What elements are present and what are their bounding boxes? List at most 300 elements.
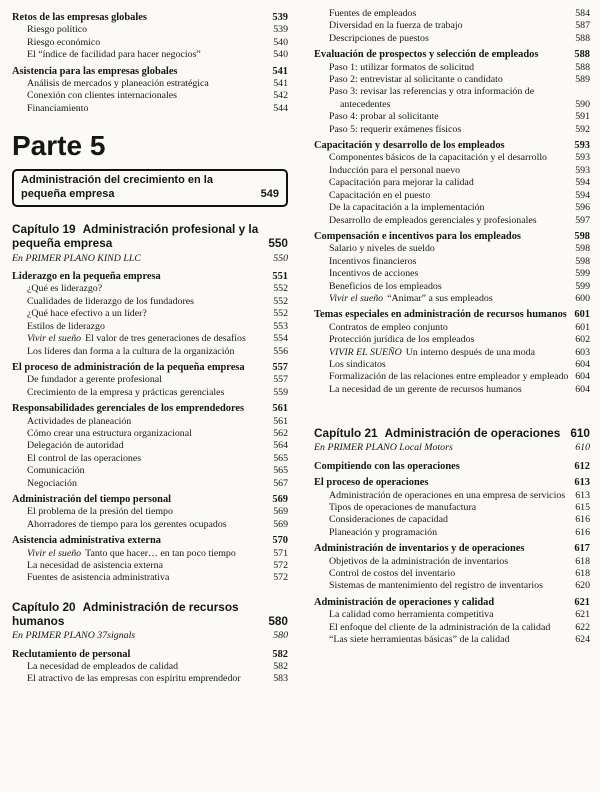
entry-title: “Animar” a sus empleados bbox=[387, 292, 493, 304]
entry-text bbox=[27, 374, 267, 386]
entry-text bbox=[329, 502, 569, 514]
toc-column bbox=[12, 8, 288, 686]
entry-page-number: 570 bbox=[272, 535, 288, 547]
entry-text bbox=[27, 103, 267, 115]
entry-text bbox=[329, 359, 569, 371]
entry-text bbox=[21, 174, 255, 201]
entry-page-number: 620 bbox=[575, 580, 590, 592]
toc-sub-entry bbox=[12, 333, 288, 345]
entry-title: De la capacitación a la implementación bbox=[329, 202, 485, 214]
toc-sub-entry bbox=[314, 359, 590, 371]
toc-section-entry bbox=[314, 49, 590, 61]
toc-sub-entry bbox=[314, 243, 590, 255]
entry-title: Tanto que hacer… en tan poco tiempo bbox=[85, 547, 236, 559]
toc-sub-entry bbox=[12, 308, 288, 320]
entry-text bbox=[329, 256, 569, 268]
entry-text bbox=[27, 24, 267, 36]
toc-sub-entry bbox=[314, 20, 590, 32]
entry-page-number: 540 bbox=[273, 49, 288, 61]
toc-sub-entry bbox=[12, 346, 288, 358]
toc-section-entry bbox=[314, 477, 590, 489]
toc-sub-entry bbox=[314, 124, 590, 136]
entry-title: Compitiendo con las operaciones bbox=[314, 460, 460, 472]
toc-sub-entry bbox=[12, 519, 288, 531]
entry-text bbox=[27, 333, 267, 345]
entry-text bbox=[329, 334, 569, 346]
entry-page-number: 593 bbox=[575, 152, 590, 164]
toc-sub-entry bbox=[314, 62, 590, 74]
entry-title: Reclutamiento de personal bbox=[12, 648, 131, 660]
entry-title: Sistemas de mantenimiento del registro de inventarios bbox=[329, 580, 543, 592]
entry-title: Paso 2: entrevistar al solicitante o candidato bbox=[329, 74, 503, 86]
dream-feature-prefix: Vivir el sueño bbox=[27, 333, 82, 345]
entry-text bbox=[329, 634, 569, 646]
entry-text bbox=[27, 283, 267, 295]
entry-page-number: 540 bbox=[273, 36, 288, 48]
entry-text bbox=[314, 477, 568, 489]
entry-page-number: 572 bbox=[273, 572, 288, 584]
entry-text bbox=[12, 630, 267, 642]
entry-page-number: 618 bbox=[575, 555, 590, 567]
entry-page-number: 597 bbox=[575, 214, 590, 226]
entry-title: Evaluación de prospectos y selección de empleados bbox=[314, 49, 539, 61]
toc-sub-entry bbox=[12, 387, 288, 399]
entry-title: Riesgo político bbox=[27, 24, 88, 36]
toc-sub-entry bbox=[314, 580, 590, 592]
entry-title: En PRIMER PLANO KIND LLC bbox=[12, 252, 141, 264]
toc-section-entry bbox=[314, 309, 590, 321]
entry-text bbox=[329, 124, 569, 136]
entry-title: Asistencia para las empresas globales bbox=[12, 65, 178, 77]
toc-section-entry bbox=[12, 362, 288, 374]
entry-page-number: 572 bbox=[273, 560, 288, 571]
entry-page-number: 622 bbox=[575, 621, 590, 633]
entry-page-number: 552 bbox=[273, 308, 288, 320]
entry-text bbox=[329, 580, 569, 592]
toc-sub-entry bbox=[314, 334, 590, 346]
entry-text bbox=[329, 74, 569, 86]
entry-title: Componentes básicos de la capacitación y el desarrollo bbox=[329, 152, 547, 164]
toc-sub-entry bbox=[314, 74, 590, 86]
entry-title: Crecimiento de la empresa y prácticas gerenciales bbox=[27, 386, 225, 398]
entry-text bbox=[329, 202, 569, 214]
entry-page-number: 551 bbox=[272, 271, 288, 283]
toc-primer-plano-entry bbox=[12, 630, 288, 642]
entry-text bbox=[329, 293, 569, 305]
entry-page-number: 580 bbox=[268, 614, 288, 629]
toc-section-entry bbox=[12, 494, 288, 506]
entry-title: La calidad como herramienta competitiva bbox=[329, 609, 494, 621]
toc-sub-entry bbox=[314, 177, 590, 189]
entry-title: Formalización de las relaciones entre empleador y empleado bbox=[329, 371, 569, 383]
entry-text bbox=[12, 222, 262, 250]
entry-title: En PRIMER PLANO 37signals bbox=[12, 630, 136, 642]
entry-title: Control de costos del inventario bbox=[329, 568, 456, 580]
entry-title: Liderazgo en la pequeña empresa bbox=[12, 271, 161, 283]
toc-sub-entry bbox=[314, 568, 590, 580]
toc-sub-entry bbox=[12, 506, 288, 518]
entry-page-number: 618 bbox=[575, 568, 590, 580]
entry-page-number: 610 bbox=[575, 442, 590, 454]
entry-text bbox=[329, 281, 569, 293]
entry-page-number: 604 bbox=[575, 383, 590, 395]
entry-title: Estilos de liderazgo bbox=[27, 320, 105, 332]
entry-page-number: 561 bbox=[273, 415, 288, 427]
toc-sub-entry bbox=[12, 428, 288, 440]
entry-text bbox=[12, 362, 266, 374]
entry-title: Salario y niveles de sueldo bbox=[329, 243, 435, 255]
entry-title: El proceso de administración de la pequeña empresa bbox=[12, 361, 245, 373]
entry-title: Compensación e incentivos para los empleados bbox=[314, 230, 521, 242]
entry-text bbox=[329, 215, 569, 227]
entry-title: Los sindicatos bbox=[329, 358, 386, 370]
entry-title: Beneficios de los empleados bbox=[329, 280, 442, 292]
toc-section-entry bbox=[12, 535, 288, 547]
entry-title: “Las siete herramientas básicas” de la calidad bbox=[329, 634, 510, 646]
entry-page-number: 541 bbox=[273, 78, 288, 90]
entry-text bbox=[329, 514, 569, 526]
chapter-number: Capítulo 21 bbox=[314, 426, 378, 441]
toc-sub-entry bbox=[12, 453, 288, 465]
toc-section-entry bbox=[12, 403, 288, 415]
entry-page-number: 580 bbox=[273, 630, 288, 642]
entry-text bbox=[27, 478, 267, 490]
entry-text bbox=[329, 8, 569, 20]
entry-title: Fuentes de empleados bbox=[329, 8, 417, 19]
entry-page-number: 539 bbox=[273, 24, 288, 36]
toc-sub-entry bbox=[12, 78, 288, 90]
entry-title: Comunicación bbox=[27, 465, 85, 477]
entry-page-number: 600 bbox=[575, 292, 590, 304]
entry-page-number: 617 bbox=[574, 543, 590, 555]
entry-title: La necesidad de empleados de calidad bbox=[27, 661, 179, 673]
entry-page-number: 565 bbox=[273, 452, 288, 464]
toc-sub-entry bbox=[314, 268, 590, 280]
entry-page-number: 603 bbox=[575, 346, 590, 358]
toc-sub-entry bbox=[12, 49, 288, 61]
entry-title: Protección jurídica de los empleados bbox=[329, 334, 475, 346]
toc-sub-entry bbox=[12, 478, 288, 490]
entry-text bbox=[329, 490, 569, 502]
entry-page-number: 557 bbox=[272, 361, 288, 373]
entry-text bbox=[329, 609, 569, 621]
toc-section-entry bbox=[314, 231, 590, 243]
entry-text bbox=[27, 428, 267, 440]
toc-section-entry bbox=[12, 649, 288, 661]
entry-title: La necesidad de asistencia externa bbox=[27, 560, 163, 571]
toc-section-entry bbox=[12, 271, 288, 283]
entry-text bbox=[27, 387, 267, 399]
toc-column bbox=[314, 8, 590, 686]
entry-page-number: 594 bbox=[575, 177, 590, 189]
entry-text bbox=[314, 442, 569, 454]
part-heading: Parte 5 bbox=[12, 130, 106, 162]
entry-page-number: 588 bbox=[575, 61, 590, 73]
toc-section-entry bbox=[12, 12, 288, 24]
entry-page-number: 571 bbox=[273, 547, 288, 559]
toc-sub-entry bbox=[314, 256, 590, 268]
entry-page-number: 613 bbox=[574, 477, 590, 489]
entry-page-number: 583 bbox=[273, 673, 288, 685]
entry-page-number: 601 bbox=[574, 309, 590, 321]
entry-page-number: 567 bbox=[273, 477, 288, 489]
entry-title: Administración profesional y la pequeña empresa bbox=[12, 222, 259, 251]
toc-sub-entry bbox=[314, 622, 590, 634]
entry-title: Administración del crecimiento en la pequeña empresa bbox=[21, 174, 213, 200]
entry-page-number: 569 bbox=[273, 518, 288, 530]
entry-title: Paso 3: revisar las referencias y otra información de antecedentes bbox=[329, 86, 535, 110]
entry-title: Delegación de autoridad bbox=[27, 440, 124, 452]
entry-page-number: 593 bbox=[574, 140, 590, 152]
entry-page-number: 598 bbox=[575, 243, 590, 255]
toc-section-entry bbox=[314, 543, 590, 555]
part-title-box bbox=[12, 169, 288, 207]
entry-title: El problema de la presión del tiempo bbox=[27, 506, 173, 518]
entry-page-number: 564 bbox=[273, 440, 288, 452]
entry-title: El control de las operaciones bbox=[27, 452, 142, 464]
entry-page-number: 553 bbox=[273, 320, 288, 332]
entry-title: El proceso de operaciones bbox=[314, 477, 429, 489]
toc-primer-plano-entry bbox=[314, 442, 590, 454]
entry-page-number: 550 bbox=[273, 252, 288, 264]
entry-title: Administración de operaciones y calidad bbox=[314, 596, 495, 608]
toc-sub-entry bbox=[12, 37, 288, 49]
chapter-number: Capítulo 19 bbox=[12, 222, 76, 237]
entry-title: Incentivos financieros bbox=[329, 255, 417, 267]
entry-page-number: 582 bbox=[272, 648, 288, 660]
entry-page-number: 589 bbox=[575, 74, 590, 86]
toc-sub-entry bbox=[314, 86, 590, 111]
entry-title: Administración del tiempo personal bbox=[12, 493, 172, 505]
toc-sub-entry bbox=[314, 215, 590, 227]
entry-page-number: 593 bbox=[575, 164, 590, 176]
entry-text bbox=[12, 271, 266, 283]
entry-text bbox=[329, 86, 569, 111]
entry-page-number: 554 bbox=[273, 333, 288, 345]
dream-feature-prefix: Vivir el sueño bbox=[27, 547, 82, 559]
entry-page-number: 588 bbox=[575, 32, 590, 44]
entry-page-number: 599 bbox=[575, 268, 590, 280]
toc-sub-entry bbox=[314, 165, 590, 177]
dream-feature-prefix: Vivir el sueño bbox=[329, 292, 384, 304]
entry-page-number: 613 bbox=[575, 489, 590, 501]
entry-text bbox=[12, 600, 262, 628]
entry-page-number: 557 bbox=[273, 374, 288, 386]
toc-sub-entry bbox=[12, 283, 288, 295]
entry-text bbox=[27, 321, 267, 333]
entry-page-number: 587 bbox=[575, 20, 590, 32]
toc-sub-entry bbox=[314, 202, 590, 214]
toc-sub-entry bbox=[314, 371, 590, 383]
entry-text bbox=[329, 371, 569, 383]
entry-text bbox=[329, 268, 569, 280]
entry-title: ¿Qué es liderazgo? bbox=[27, 283, 103, 295]
entry-title: Fuentes de asistencia administrativa bbox=[27, 572, 170, 584]
entry-title: Capacitación y desarrollo de los empleados bbox=[314, 140, 505, 152]
entry-text bbox=[329, 527, 569, 539]
entry-text bbox=[27, 661, 267, 673]
entry-title: Actividades de planeación bbox=[27, 415, 132, 427]
entry-title: Negociación bbox=[27, 477, 77, 489]
entry-text bbox=[329, 165, 569, 177]
entry-text bbox=[27, 560, 267, 572]
toc-sub-entry bbox=[12, 416, 288, 428]
toc-chapter-entry bbox=[314, 426, 590, 440]
entry-text bbox=[314, 49, 568, 61]
entry-text bbox=[12, 66, 266, 78]
entry-title: Análisis de mercados y planeación estratégica bbox=[27, 78, 209, 90]
entry-text bbox=[27, 465, 267, 477]
chapter-number: Capítulo 20 bbox=[12, 599, 76, 614]
toc-sub-entry bbox=[314, 490, 590, 502]
entry-title: Paso 1: utilizar formatos de solicitud bbox=[329, 61, 475, 73]
entry-title: Financiamiento bbox=[27, 102, 89, 114]
entry-page-number: 588 bbox=[574, 49, 590, 61]
toc-sub-entry bbox=[314, 556, 590, 568]
toc-primer-plano-entry bbox=[12, 253, 288, 265]
toc-sub-entry bbox=[314, 281, 590, 293]
entry-title: Riesgo económico bbox=[27, 36, 101, 48]
entry-title: Contratos de empleo conjunto bbox=[329, 321, 448, 333]
entry-page-number: 544 bbox=[273, 102, 288, 114]
toc-sub-entry bbox=[12, 440, 288, 452]
toc-sub-entry bbox=[314, 293, 590, 305]
toc-section-entry bbox=[314, 461, 590, 473]
entry-text bbox=[329, 556, 569, 568]
entry-title: Objetivos de la administración de inventarios bbox=[329, 555, 509, 567]
entry-page-number: 582 bbox=[273, 661, 288, 673]
entry-page-number: 561 bbox=[272, 403, 288, 415]
toc-sub-entry bbox=[314, 634, 590, 646]
entry-text bbox=[329, 347, 569, 359]
toc-sub-entry bbox=[12, 673, 288, 685]
entry-page-number: 556 bbox=[273, 345, 288, 357]
entry-text bbox=[314, 597, 568, 609]
entry-title: Administración de operaciones bbox=[384, 426, 561, 441]
entry-page-number: 541 bbox=[272, 65, 288, 77]
entry-text bbox=[329, 322, 569, 334]
toc-sub-entry bbox=[314, 33, 590, 45]
entry-page-number: 615 bbox=[575, 502, 590, 514]
entry-page-number: 621 bbox=[575, 609, 590, 621]
entry-title: Retos de las empresas globales bbox=[12, 12, 147, 23]
entry-page-number: 612 bbox=[574, 460, 590, 472]
entry-text bbox=[314, 309, 568, 321]
entry-title: Descripciones de puestos bbox=[329, 32, 429, 44]
toc-section-entry bbox=[314, 140, 590, 152]
entry-title: Paso 4: probar al solicitante bbox=[329, 111, 439, 123]
dream-feature-prefix: VIVIR EL SUEÑO bbox=[329, 346, 402, 358]
entry-page-number: 542 bbox=[273, 90, 288, 102]
entry-title: Consideraciones de capacidad bbox=[329, 514, 448, 526]
toc-sub-entry bbox=[314, 111, 590, 123]
entry-page-number: 616 bbox=[575, 526, 590, 538]
entry-text bbox=[12, 494, 266, 506]
entry-page-number: 596 bbox=[575, 202, 590, 214]
toc-sub-entry bbox=[12, 103, 288, 115]
entry-title: En PRIMER PLANO Local Motors bbox=[314, 442, 453, 454]
toc-section-entry bbox=[12, 66, 288, 78]
entry-title: La necesidad de un gerente de recursos humanos bbox=[329, 383, 522, 395]
toc-sub-entry bbox=[314, 527, 590, 539]
entry-text bbox=[329, 243, 569, 255]
entry-text bbox=[27, 572, 267, 584]
entry-title: Inducción para el personal nuevo bbox=[329, 164, 461, 176]
entry-title: El enfoque del cliente de la administración de la calidad bbox=[329, 621, 551, 633]
entry-title: Administración de operaciones en una empresa de servicios bbox=[329, 489, 566, 501]
entry-title: Tipos de operaciones de manufactura bbox=[329, 502, 477, 514]
entry-title: Administración de recursos humanos bbox=[12, 599, 239, 629]
entry-title: Desarrollo de empleados gerenciales y profesionales bbox=[329, 214, 537, 226]
entry-text bbox=[329, 622, 569, 634]
entry-title: Administración de inventarios y de operaciones bbox=[314, 543, 525, 555]
entry-text bbox=[329, 152, 569, 164]
toc-sub-entry bbox=[12, 465, 288, 477]
entry-text bbox=[329, 384, 569, 396]
toc-sub-entry bbox=[314, 152, 590, 164]
toc-sub-entry bbox=[12, 321, 288, 333]
entry-text bbox=[27, 308, 267, 320]
entry-text bbox=[27, 49, 267, 61]
entry-text bbox=[27, 416, 267, 428]
entry-page-number: 569 bbox=[272, 493, 288, 505]
toc-sub-entry bbox=[12, 296, 288, 308]
toc-sub-entry bbox=[12, 548, 288, 560]
entry-title: Los líderes dan forma a la cultura de la organización bbox=[27, 345, 235, 357]
entry-text bbox=[314, 231, 568, 243]
entry-page-number: 604 bbox=[575, 371, 590, 383]
entry-page-number: 590 bbox=[575, 98, 590, 110]
entry-page-number: 552 bbox=[273, 283, 288, 295]
entry-title: Cualidades de liderazgo de los fundadores bbox=[27, 295, 194, 307]
toc-sub-entry bbox=[314, 514, 590, 526]
entry-title: Diversidad en la fuerza de trabajo bbox=[329, 20, 463, 32]
toc-sub-entry bbox=[314, 502, 590, 514]
entry-page-number: 621 bbox=[574, 596, 590, 608]
toc-sub-entry bbox=[12, 374, 288, 386]
entry-text bbox=[27, 346, 267, 358]
entry-title: Cómo crear una estructura organizacional bbox=[27, 427, 192, 439]
entry-page-number: 602 bbox=[575, 334, 590, 346]
entry-page-number: 592 bbox=[575, 123, 590, 135]
toc-sub-entry bbox=[314, 384, 590, 396]
entry-page-number: 569 bbox=[273, 506, 288, 518]
entry-page-number: 552 bbox=[273, 295, 288, 307]
toc-sub-entry bbox=[12, 24, 288, 36]
entry-text bbox=[329, 62, 569, 74]
entry-title: De fundador a gerente profesional bbox=[27, 374, 162, 386]
toc-sub-entry bbox=[314, 322, 590, 334]
entry-text bbox=[329, 111, 569, 123]
toc-sub-entry bbox=[12, 560, 288, 572]
entry-title: Conexión con clientes internacionales bbox=[27, 90, 177, 102]
entry-page-number: 562 bbox=[273, 427, 288, 439]
entry-text bbox=[12, 649, 266, 661]
entry-title: El valor de tres generaciones de desafíos bbox=[85, 333, 246, 345]
entry-text bbox=[27, 506, 267, 518]
entry-text bbox=[27, 440, 267, 452]
toc-chapter-entry bbox=[12, 600, 288, 628]
toc-sub-entry bbox=[314, 609, 590, 621]
entry-title: Ahorradores de tiempo para los gerentes ocupados bbox=[27, 518, 227, 530]
entry-page-number: 559 bbox=[273, 386, 288, 398]
entry-page-number: 550 bbox=[268, 236, 288, 251]
entry-text bbox=[27, 296, 267, 308]
entry-page-number: 598 bbox=[575, 255, 590, 267]
entry-page-number: 610 bbox=[570, 426, 590, 441]
entry-text bbox=[27, 673, 267, 685]
entry-page-number: 616 bbox=[575, 514, 590, 526]
